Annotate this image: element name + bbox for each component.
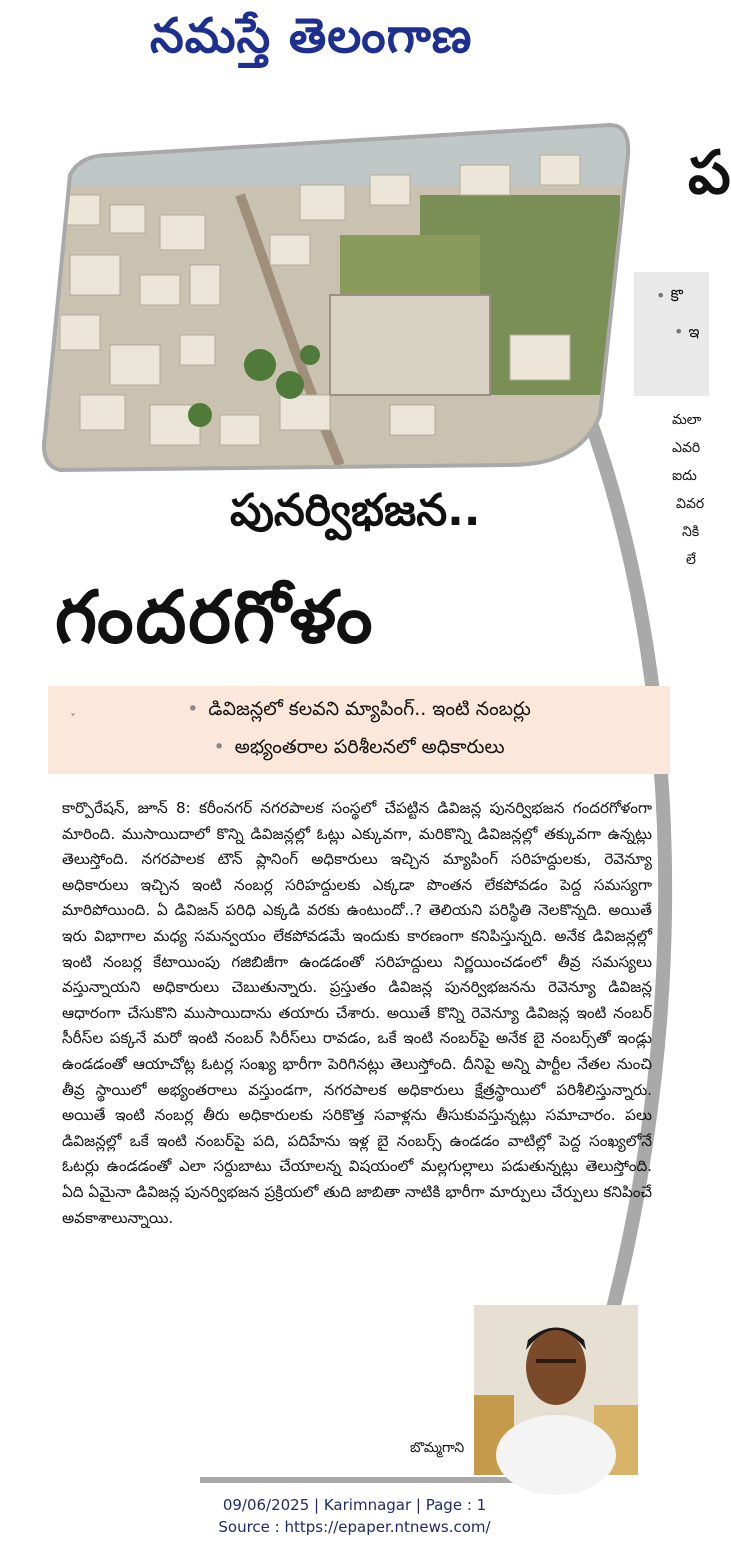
side-text-line: మలా (672, 412, 702, 428)
side-headline-fragment: ప (688, 138, 731, 208)
side-bullet-2: • ఇ (674, 322, 700, 341)
reporter-byline: బొమ్మగాని (410, 1440, 465, 1456)
footer-source-link[interactable]: Source : https://epaper.ntnews.com/ (218, 1518, 491, 1536)
subhead-2: • అభ్యంతరాల పరిశీలనలో అధికారులు (213, 736, 505, 758)
headline-line-2: గందరగోళం (55, 575, 375, 659)
aerial-city-photo (40, 115, 630, 480)
side-text-line: ఐదు (672, 468, 697, 484)
article-body: కార్పొరేషన్, జూన్ 8: కరీంనగర్ నగరపాలక సంస్థలో చేపట్టిన డివిజన్ల పునర్విభజన గందరగోళంగా మారింది. ముసాయిదాలో కొన్ని డివిజన్లల్లో ఓట్లు ఎక్కువగా, మరికొన్ని డివిజన్లల్లో తక్కువగా ఉన్నట్లు తెలుస్తోంది. నగరపాలక టౌన్ ప్లానింగ్ అధికారులు ఇచ్చిన మ్యాపింగ్ సరిహద్దులకు, రెవెన్యూ అధికారులు ఇచ్చిన ఇంటి నంబర్ల సరిహద్దులకు ఎక్కడా పొంతన లేకపోవడం పెద్ద సమస్యగా మారిపోయింది. ఏ డివిజన్ పరిధి ఎక్కడి వరకు ఉంటుందో..? తెలియని పరిస్థితి నెలకొన్నది. అయితే ఇరు విభాగాల మధ్య సమన్వయం లేకపోవడమే ఇందుకు కారణంగా కనిపిస్తున్నది. అనేక డివిజన్లల్లో ఇంటి నంబర్ల కేటాయింపు గజిబిజీగా ఉండడంతో సరిహద్దులు నిర్ణయించడంలో తీవ్ర సమస్యలు వస్తున్నాయని అధికారులు చెబుతున్నారు. ప్రస్తుతం డివిజన్ల పునర్విభజనను రెవెన్యూ డివిజన్ల ఆధారంగా చేసుకొని ముసాయిదాను తయారు చేశారు. అయితే కొన్ని రెవెన్యూ డివిజన్ల ఇంటి నంబర్ సీరీస్‌ల పక్కనే మరో ఇంటి నంబర్ సిరీస్‌లు రావడం, ఒకే ఇంటి నంబర్‌పై అనేక బై నంబర్స్‌తో ఇండ్లు ఉండడంతో ఆయాచోట్ల ఓటర్ల సంఖ్య భారీగా పెరిగినట్లు తెలుస్తోంది. దీనిపై అన్ని పార్టీల నేతల నుంచి తీవ్ర స్థాయిలో అభ్యంతరాలు వస్తుండగా, నగరపాలక అధికారులు క్షేత్రస్థాయిలో పరిశీలిస్తున్నారు. అయితే ఇంటి నంబర్ల తీరు అధికారులకు సరికొత్త సవాళ్లను తీసుకువస్తున్నట్లు సమాచారం. పలు డివిజన్లల్లో ఒకే ఇంటి నంబర్‌పై పది, పదిహేను ఇళ్ల బై నంబర్స్ ఉండడం వాటిల్లో పెద్ద సంఖ్యలోనే ఓటర్లు ఉండడంతో ఎలా సర్దుబాటు చేయాలన్న విషయంలో మల్లగుల్లాలు పడుతున్నట్లు తెలుస్తోంది. ఏది ఏమైనా డివిజన్ల పునర్విభజన ప్రక్రియలో తుది జాబితా నాటికి భారీగా మార్పులు చేర్పులు కనిపించే అవకాశాలున్నాయి. (62, 799, 652, 1227)
footer-date-edition: 09/06/2025 | Karimnagar | Page : 1 (222, 1496, 487, 1514)
footer (0, 1494, 709, 1538)
side-text-line: వివర (676, 496, 705, 512)
side-text-line: లే (686, 552, 696, 568)
side-text-line: ఎవరి (672, 440, 701, 456)
mark: ˇ (70, 712, 76, 726)
newspaper-logo: నమస్తే తెలంగాణ (150, 8, 473, 64)
side-text-line: నికి (682, 524, 700, 540)
reporter-photo (474, 1305, 638, 1475)
subhead-1: • డివిజన్లలో కలవని మ్యాపింగ్.. ఇంటి నంబర్లు (187, 698, 531, 720)
headline-line-1: పునర్విభజన.. (230, 485, 481, 536)
subhead-box (48, 686, 670, 774)
side-bullet-1: • కొ (656, 286, 683, 305)
